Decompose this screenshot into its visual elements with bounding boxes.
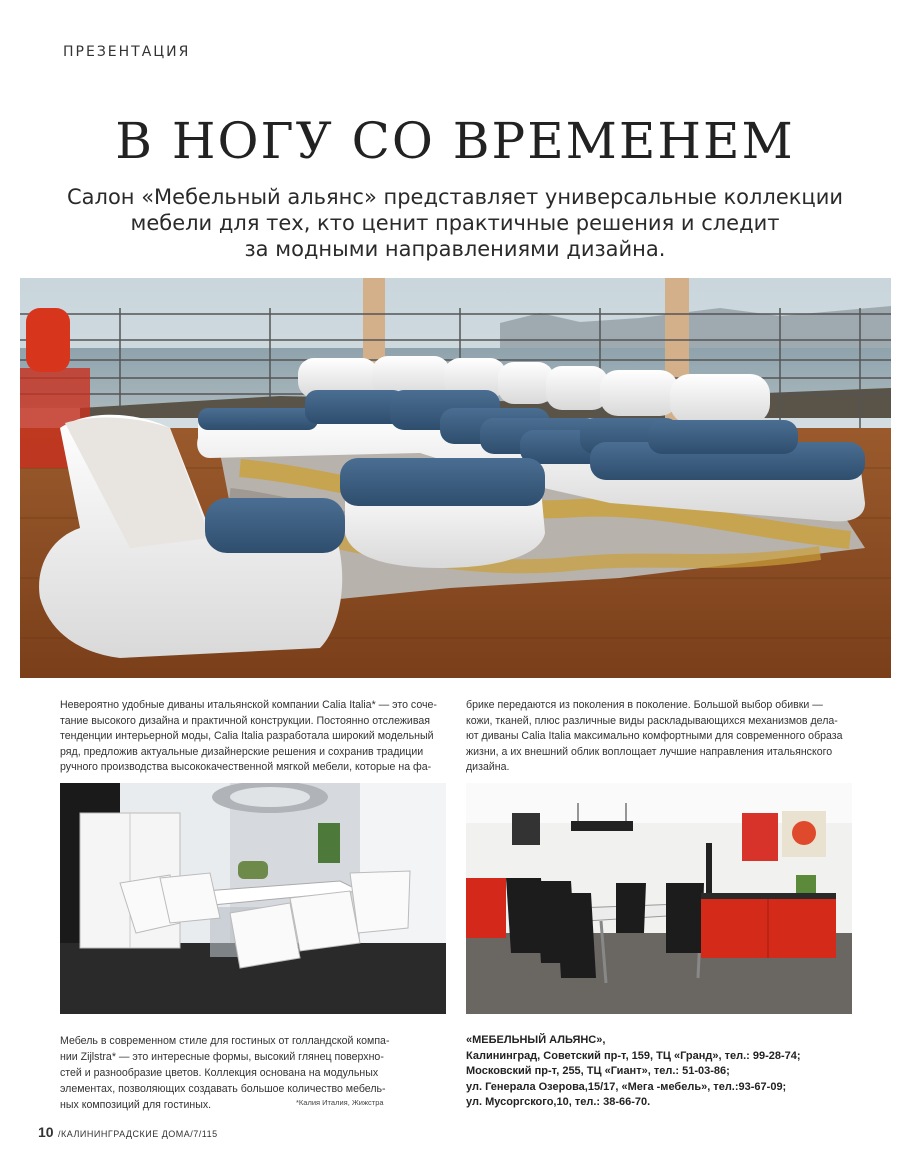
- text-line: тание высокого дизайна и практичной конструкции. Постоянно отслеживая: [60, 714, 430, 727]
- contact-block: [466, 1033, 866, 1111]
- page-footer: [38, 1124, 218, 1142]
- footnote: *Калия Италия, Жижстра: [296, 1098, 384, 1107]
- text-line: ряд, предложив актуальные дизайнерские решения и сохранив традиции: [60, 745, 424, 758]
- subtitle-line: за модными направлениями дизайна.: [244, 237, 666, 261]
- text-line: ручного производства высококачественной мягкой мебели, которые на фа-: [60, 761, 432, 773]
- text-line: Невероятно удобные диваны итальянской компании Calia Italia* — это соче-: [60, 699, 437, 711]
- hero-photo-sofa: [20, 278, 891, 678]
- text-line: стей и разнообразие цветов. Коллекция основана на модульных: [60, 1067, 379, 1079]
- photo-dining-red: [466, 783, 852, 1014]
- contact-line: ул. Мусоргского,10, тел.: 38-66-70.: [466, 1096, 651, 1108]
- text-line: Мебель в современном стиле для гостиных от голландской компа-: [60, 1035, 390, 1047]
- photo-dining-white: [60, 783, 446, 1014]
- subtitle: [60, 184, 850, 262]
- subtitle-line: мебели для тех, кто ценит практичные решения и следит: [130, 211, 780, 235]
- text-line: ют диваны Calia Italia максимально комфортными для современного образа: [466, 730, 843, 742]
- body-text-right: [466, 698, 866, 776]
- contact-line: Калининград, Советский пр-т, 159, ТЦ «Гранд», тел.: 99-28-74;: [466, 1049, 801, 1062]
- dining-white-illustration: [60, 783, 446, 1014]
- subtitle-line: Салон «Мебельный альянс» представляет универсальные коллекции: [66, 185, 844, 209]
- text-line: элементах, позволяющих создавать большое количество мебель-: [60, 1083, 386, 1095]
- contact-line: ул. Генерала Озерова,15/17, «Мега -мебель», тел.:93-67-09;: [466, 1080, 787, 1093]
- page-title: В НОГУ СО ВРЕМЕНЕМ: [115, 112, 795, 170]
- page-number: 10: [38, 1124, 54, 1140]
- contact-line: Московский пр-т, 255, ТЦ «Гиант», тел.: 51-03-86;: [466, 1065, 730, 1077]
- text-line: тенденции интерьерной моды, Calia Italia разработала широкий модельный: [60, 730, 434, 742]
- text-line: брике передаются из поколения в поколение. Большой выбор обивки —: [466, 699, 823, 711]
- magazine-name: /КАЛИНИНГРАДСКИЕ ДОМА/7/115: [58, 1129, 218, 1139]
- section-label: ПРЕЗЕНТАЦИЯ: [63, 44, 191, 60]
- dining-red-illustration: [466, 783, 852, 1014]
- caption-text: [60, 1033, 455, 1113]
- sofa-illustration: [20, 278, 891, 678]
- text-line: жизни, а их внешний облик воплощает лучшие направления итальянского: [466, 745, 833, 758]
- text-line: кожи, тканей, плюс различные виды раскладывающихся механизмов дела-: [466, 714, 838, 727]
- text-line: дизайна.: [466, 761, 510, 773]
- text-line: ных композиций для гостиных.: [60, 1099, 212, 1111]
- contact-line: «МЕБЕЛЬНЫЙ АЛЬЯНС»,: [466, 1034, 606, 1046]
- body-text-left: [60, 698, 455, 776]
- text-line: нии Zijlstra* — это интересные формы, высокий глянец поверхно-: [60, 1051, 384, 1063]
